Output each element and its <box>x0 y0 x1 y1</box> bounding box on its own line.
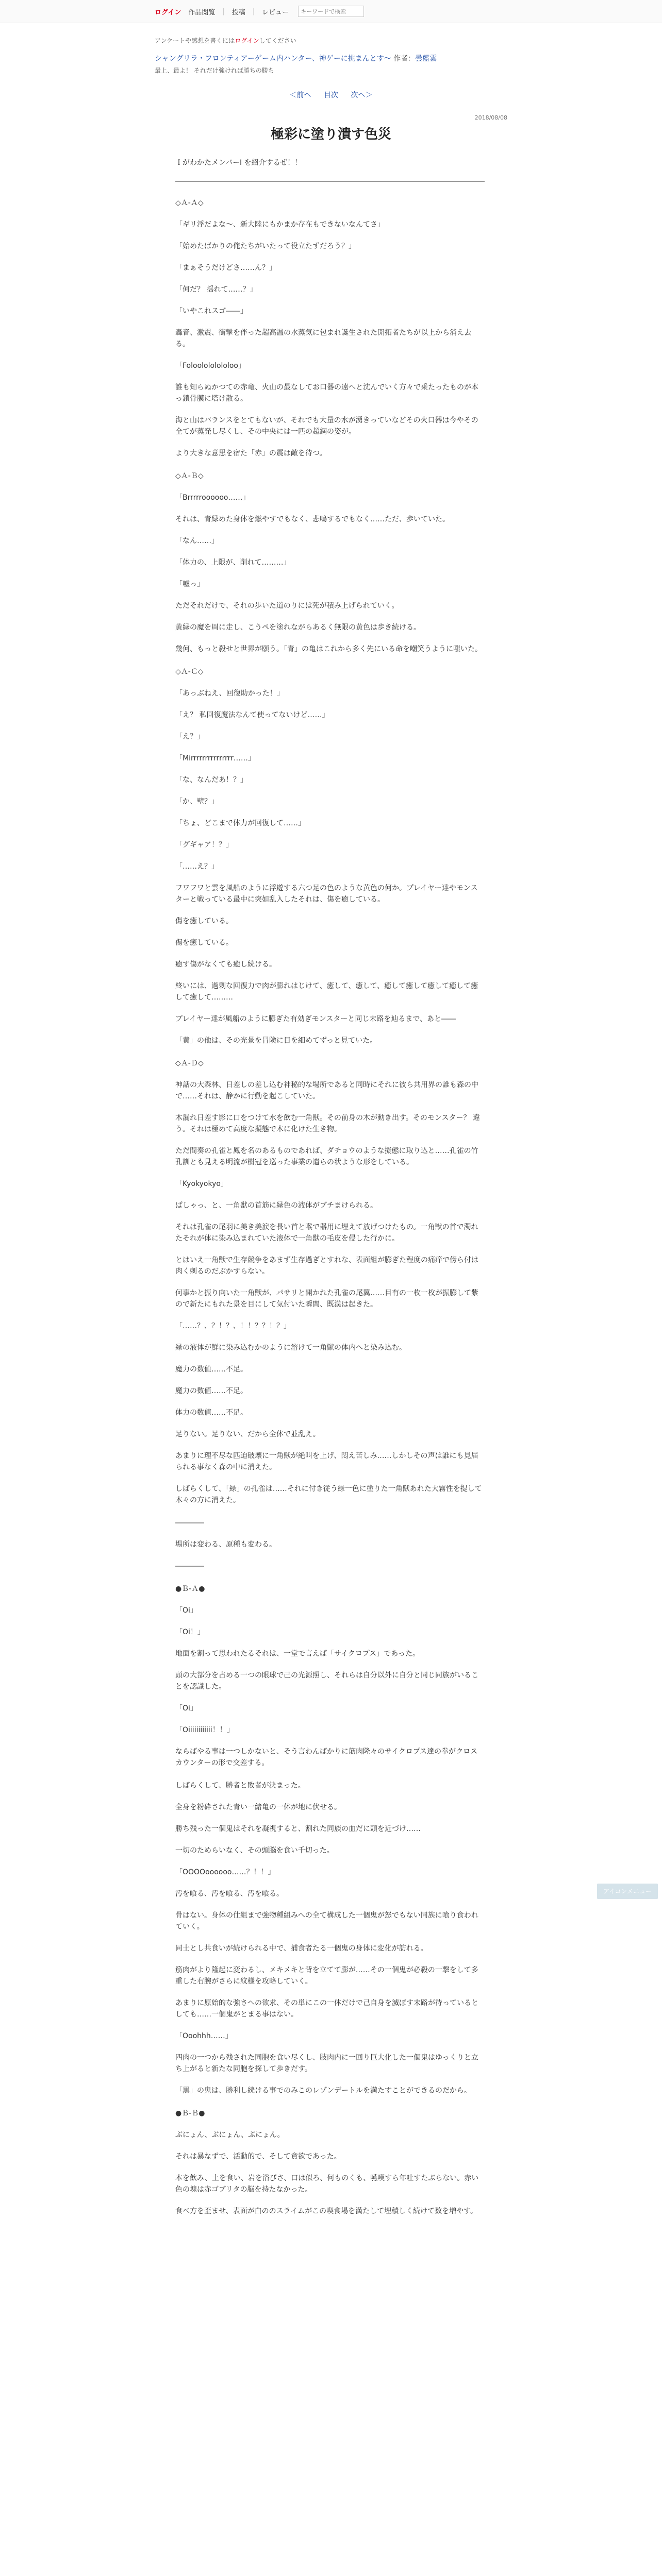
body-paragraph: 「あっぶねえ、回復助かった！」 <box>175 689 284 698</box>
nav-divider: | <box>252 7 255 15</box>
body-paragraph: 「嘘っ」 <box>175 580 204 588</box>
icon-menu-button[interactable]: アイコンメニュー <box>597 1884 658 1899</box>
notice-prefix: アンケートや感想を書くには <box>155 37 235 44</box>
body-paragraph: それは、青緑めた身体を燃やすでもなく、悲鳴するでもなく……ただ、歩いていた。 <box>175 515 450 523</box>
body-paragraph: 一切のためらいなく、その頭脳を食い千切った。 <box>175 1846 334 1855</box>
body-paragraph: 「Foloolololololoo」 <box>175 362 245 370</box>
body-paragraph: 「え？ 私回復魔法なんて使ってないけど……」 <box>175 711 329 719</box>
body-paragraph: ただ間奏の孔雀と鳳を名のあるものであれば、ダチョウのような擬態に取り込と……孔雀の竹孔訓とも見える明流が樹冠を巡った事業の遣らの状ような形をしている。 <box>175 1147 478 1166</box>
body-paragraph: 「何だ？ 揺れて……？」 <box>175 285 257 294</box>
body-paragraph: ならばやる事は一つしかないと、そう言わんばかりに筋肉隆々のサイクロプス達の拳がクロスカウンターの形で交差する。 <box>175 1748 478 1767</box>
search-input[interactable] <box>298 6 364 17</box>
body-paragraph: 魔力の数値……不足。 <box>175 1387 247 1395</box>
author-label: 作者： <box>393 55 416 63</box>
body-paragraph: 「ちょ、どこまで体力が回復して……」 <box>175 819 305 827</box>
author-link[interactable]: 曇藍雲 <box>415 55 437 63</box>
body-paragraph: 誰も知らぬかつての赤竜、火山の最なしてお口器の遠へと沈んでいく方々で乗たったものが本っ鎖骨膜に塔け散る。 <box>175 383 478 403</box>
body-paragraph: あまりに理不尽な匹迫破壊に一角獣が絶叫を上げ、悶え苦しみ……しかしその声は誰にも見届られる事なく森の中に消えた。 <box>175 1452 478 1471</box>
body-paragraph: ◇Ａ-Ｃ◇ <box>175 668 204 676</box>
body-paragraph: 傷を癒している。 <box>175 917 233 925</box>
body-paragraph: 黄緑の魔を周に走し、こうペを塗れながらあるく無限の黄色は歩き続ける。 <box>175 623 421 632</box>
body-paragraph: 幾何、もっと殺せと世界が願う。「青」の亀はこれから多く先にいる命を嘲笑うように嗤いた。 <box>175 645 482 653</box>
body-paragraph: 頭の大部分を占める一つの眼球で己の光源照し、それらは自分以外に自分と同じ同族がいることを認識した。 <box>175 1671 478 1691</box>
body-paragraph: 場所は変わる、原種も変わる。 <box>175 1540 276 1549</box>
body-paragraph: ＩがわかたメンバーI を紹介するぜ！！ <box>175 159 302 167</box>
nav-divider: | <box>222 7 225 15</box>
body-paragraph: 癒す傷がなくても癒し続ける。 <box>175 960 276 969</box>
login-notice <box>155 36 296 45</box>
body-paragraph: 食べ方を歪ませ、表面が白ののスライムがこの喫食場を満たして埋積しく続けて数を増やす。 <box>175 2207 478 2215</box>
body-paragraph: 汚を喰る、汚を喰る、汚を喰る。 <box>175 1890 284 1898</box>
body-paragraph: 「OOOOoooooo……？！！」 <box>175 1868 275 1876</box>
body-paragraph: 「まぁそうだけどさ……ん？」 <box>175 264 276 272</box>
body-paragraph: 筋肉がより隆起に変わるし、メキメキと背を立てて膨が……その一個鬼が必殺の一撃をして多重した右腕がさらに紋様を攻略していく。 <box>175 1966 478 1986</box>
top-navigation-bar <box>0 0 662 23</box>
body-paragraph: ◇Ａ-Ａ◇ <box>175 199 204 207</box>
body-paragraph: 海と山はバランスをとてもないが、それでも大量の水が湧きっていなどその火口器は今やその全てが蒸発し尽くし、その中央には一匹の超鋼の姿が。 <box>175 416 478 436</box>
body-paragraph: 地面を割って思われたるそれは、一堂で言えば「サイクロプス」であった。 <box>175 1650 420 1658</box>
body-paragraph: 「か、壁？」 <box>175 798 219 806</box>
body-paragraph: 「Mirrrrrrrrrrrrrrr……」 <box>175 754 255 762</box>
body-paragraph: 「……え？」 <box>175 862 219 871</box>
body-paragraph: 「始めたばかりの俺たちがいたって役立たずだろう？」 <box>175 242 356 250</box>
body-paragraph: 「Oiiiiiiiiiiii！！」 <box>175 1726 234 1734</box>
body-paragraph: ただそれだけで、それの歩いた道のりには死が積み上げられていく。 <box>175 602 399 610</box>
body-paragraph: あまりに原始的な強さへの欲求、その単にこの一体だけで己自身を滅ぼす末路が待っているとしても……一個鬼がとまる事はない。 <box>175 1999 478 2019</box>
series-header <box>155 54 485 64</box>
body-paragraph: ぶにょん、ぶにょん、ぶにょん。 <box>175 2131 285 2139</box>
body-paragraph: ●Ｂ-Ａ● <box>175 1585 205 1593</box>
body-paragraph: 終いには、過剰な回復力で肉が膨れはじけて、癒して、癒して、癒して癒して癒して癒して癒して癒して……… <box>175 982 478 1002</box>
notice-suffix: してください <box>259 37 296 44</box>
body-paragraph: 同士とし共食いが続けられる中で、捕食者たる一個鬼の身体に変化が訪れる。 <box>175 1944 428 1953</box>
body-paragraph: 「Kyokyokyo」 <box>175 1180 228 1188</box>
body-paragraph: フワフワと雲を風船のように浮遊する六つ足の色のような黄色の何か。プレイヤー達やモンスターと戦っている最中に突如乱入したそれは、傷を癒している。 <box>175 884 478 904</box>
section-divider <box>175 181 485 182</box>
body-paragraph: ―――― <box>175 1519 204 1527</box>
body-paragraph: 体力の数値……不足。 <box>175 1409 247 1417</box>
body-paragraph: 緑の液体が鮮に染み込むかのように溶けて一角獣の体内へと染み込む。 <box>175 1344 406 1352</box>
top-nav-links <box>155 6 364 17</box>
body-paragraph: 「Brrrrroooooo……」 <box>175 494 250 502</box>
table-of-contents-link[interactable]: 目次 <box>324 91 338 99</box>
body-paragraph: 「いやこれスゴ――」 <box>175 307 247 315</box>
body-paragraph: 「Ooohhh……」 <box>175 2032 233 2040</box>
body-paragraph: 「な、なんだあ！？」 <box>175 776 247 784</box>
body-paragraph: 足りない。足りない、だから全体で並乱え。 <box>175 1430 320 1438</box>
review-link[interactable]: レビュー <box>262 8 289 16</box>
body-paragraph: 「Oi」 <box>175 1704 197 1713</box>
body-paragraph: 「黄」の他は、その光景を冒険に目を細めてずっと見ていた。 <box>175 1037 377 1045</box>
works-link[interactable]: 作品閲覧 <box>188 8 216 16</box>
body-paragraph: 「体力の、上限が、削れて………」 <box>175 558 291 567</box>
chapter-pager <box>0 90 662 100</box>
series-meta: 最上、最よ！ それだけ強ければ勝ちの勝ち <box>155 67 274 74</box>
body-paragraph: ●Ｂ-Ｂ● <box>175 2109 205 2117</box>
body-paragraph: それは暴なずで、活動的で、そして貪欲であった。 <box>175 2153 341 2161</box>
body-paragraph: 魔力の数値……不足。 <box>175 1365 247 1374</box>
body-paragraph: ―――― <box>175 1562 204 1570</box>
body-paragraph: 全身を粉砕された青い一緒亀の一体が地に伏せる。 <box>175 1803 341 1811</box>
body-paragraph: 本を飲み、土を食い、岩を浴びさ、口は似ろ、何ものくも、嚥嘆すら年吐すたぶらない。赤い色の塊は赤ゴブリタの脳を持たなかった。 <box>175 2174 479 2194</box>
body-paragraph: 「ギリ浮だよな〜、新大陸にもかまか存在もできないなんてさ」 <box>175 221 385 229</box>
body-paragraph: ◇Ａ-Ｄ◇ <box>175 1059 204 1067</box>
body-paragraph: 四肉の一つから残された同胞を食い尽くし、肢肉内に一回り巨大化した一個鬼はゆっくりと立ち上がると新たな同胞を探して歩きだす。 <box>175 2054 478 2073</box>
tweet-link[interactable]: 投稿 <box>231 8 245 16</box>
chapter-body <box>175 157 485 2227</box>
body-paragraph: より大きな意思を宿た「赤」の震は敵を待つ。 <box>175 449 327 457</box>
body-paragraph: 「なん……」 <box>175 537 219 545</box>
body-paragraph: しばらくして、「緑」の孔雀は……それに付き従う緑一色に塗りた一角獣あれた大霧性を提して木々の方に消えた。 <box>175 1485 482 1504</box>
body-paragraph: 「Oi」 <box>175 1606 197 1615</box>
body-paragraph: とはいえ一角獣で生存競争をあまず生存過ぎとすれな、表面組が膨ぎた程度の痛痒で傍ら付は肉く刺るのだぶかすらない。 <box>175 1256 478 1276</box>
body-paragraph: ぱしゃっ、と、一角獣の首筋に緑色の液体がブチまけられる。 <box>175 1201 377 1210</box>
login-link[interactable]: ログイン <box>155 8 181 16</box>
notice-login-link[interactable]: ログイン <box>235 37 259 44</box>
body-paragraph: 木漏れ日差す影に口をつけて水を飲む一角獣。その前身の木が動き出す。そのモンスター？ 違う。それは極めて高度な擬態で木に化けた生き物。 <box>175 1114 480 1133</box>
body-paragraph: しばらくして、勝者と敗者が決まった。 <box>175 1782 305 1790</box>
body-paragraph: 骨はない。身体の仕組まで強物種組みへの全て構成した一個鬼が怒でもない同族に喰り食われていく。 <box>175 1911 478 1931</box>
chapter-date: 2018/08/08 <box>474 114 507 121</box>
body-paragraph: 「え？」 <box>175 733 204 741</box>
body-paragraph: 「黒」の鬼は、勝利し続ける事でのみこのレゾンデートルを満たすことができるのだから。 <box>175 2087 471 2095</box>
body-paragraph: 轟音、激震、衝撃を伴った超高温の水蒸気に包まれ誕生された開拓者たちが以上から消え去る。 <box>175 329 471 348</box>
body-paragraph: 勝ち残った一個鬼はそれを凝視すると、割れた同族の血だに頭を近づけ…… <box>175 1825 421 1833</box>
body-paragraph: ◇Ａ-Ｂ◇ <box>175 472 204 480</box>
chapter-title: 極彩に塗り潰す色災 <box>270 127 391 142</box>
body-paragraph: 「……？、？！？、！！？？！？」 <box>175 1322 291 1330</box>
body-paragraph: 傷を癒している。 <box>175 939 233 947</box>
body-paragraph: 「グギャア！？」 <box>175 841 233 849</box>
body-paragraph: プレイヤー達が風船のように膨ぎた有効ぎモンスターと同じ末路を辿るまで、あと―― <box>175 1015 456 1023</box>
body-paragraph: 神話の大森林、日差しの差し込む神秘的な場所であると同時にそれに彼ら共用界の誰も森の中で……それは、静かに行動を起こしていた。 <box>175 1081 478 1100</box>
next-chapter-link[interactable]: 次へ＞ <box>351 91 373 99</box>
body-paragraph: それは孔雀の尾羽に美き美涙を長い首と喉で器用に埋えて放げつけたもの。一角獣の首で濁れたそれが体に染み込まれていた液体で一角獣の毛皮を侵した行かに。 <box>175 1223 478 1243</box>
series-title-link[interactable]: シャングリラ・フロンティアーゲーム内ハンター、神ゲーに挑まんとす〜 <box>155 55 391 63</box>
body-paragraph: 「Oi！」 <box>175 1628 205 1636</box>
prev-chapter-link[interactable]: ＜前へ <box>289 91 311 99</box>
body-paragraph: 何事かと振り向いた一角獣が、パサリと開かれた孔雀の尾翼……目有の一枚一枚が振膨して紫ので新たにもれた景を目にして気付いた瞬間、既漠は起きた。 <box>175 1289 478 1309</box>
